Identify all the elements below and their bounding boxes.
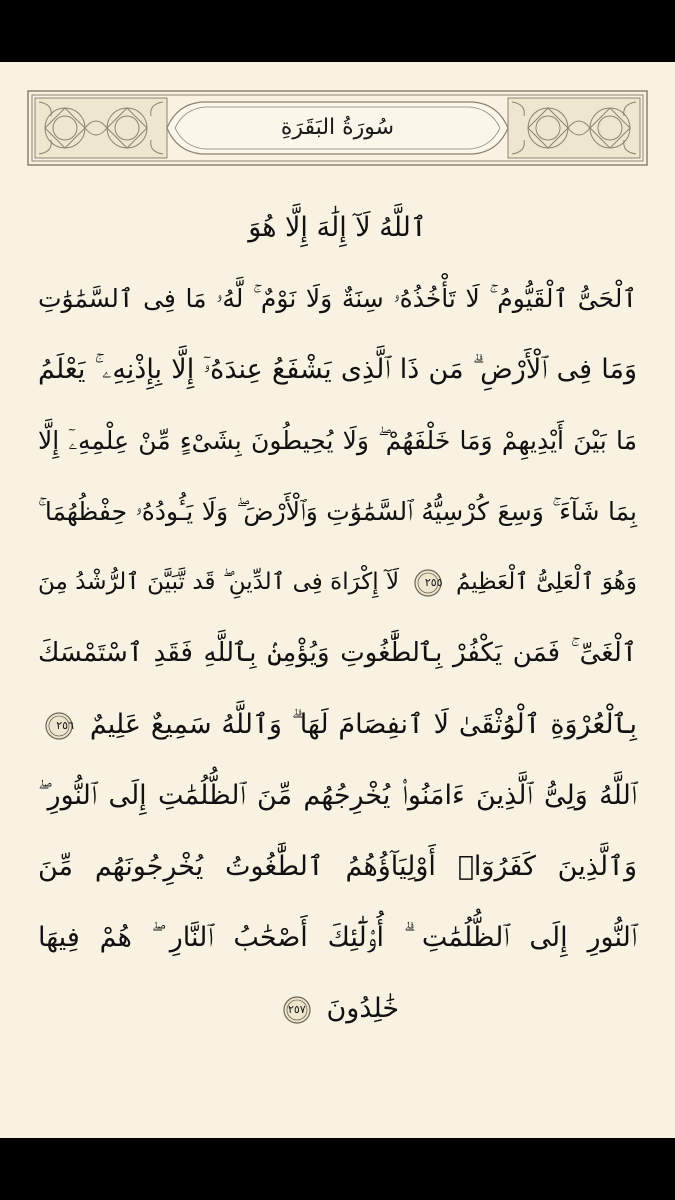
surah-header-frame (27, 90, 648, 166)
ayah-number: ٢٥٦ (56, 718, 74, 732)
ayah-number: ٢٥٧ (287, 1002, 306, 1016)
text-line-12 (38, 973, 637, 1044)
text-line-11 (38, 902, 637, 973)
quran-text (38, 192, 637, 1044)
line-text: وَمَا فِى ٱلْأَرْضِ ۗ مَن ذَا ٱلَّذِى يَشْفَعُ عِندَهُۥٓ إِلَّا بِإِذْنِهِۦ ۚ يَعْلَمُ (38, 354, 637, 385)
line-text: بِٱلْعُرْوَةِ ٱلْوُثْقَىٰ لَا ٱنفِصَامَ لَهَا ۗ وَٱللَّهُ سَمِيعٌ عَلِيمٌ (89, 709, 637, 740)
text-line-7 (38, 618, 637, 689)
text-line-2 (38, 263, 637, 334)
line-text: وَٱلَّذِينَ كَفَرُوٓا۟ أَوْلِيَآؤُهُمُ ٱلطَّٰغُوتُ يُخْرِجُونَهُم مِّنَ (38, 851, 637, 882)
text-line-1 (38, 192, 637, 263)
line-text: مَا بَيْنَ أَيْدِيهِمْ وَمَا خَلْفَهُمْ ۖ وَلَا يُحِيطُونَ بِشَىْءٍ مِّنْ عِلْمِهِۦٓ إِلَّا (38, 426, 637, 455)
surah-title: سُورَةُ البَقَرَةِ (280, 115, 395, 140)
line-text: ٱلْغَىِّ ۚ فَمَن يَكْفُرْ بِٱلطَّٰغُوتِ وَيُؤْمِنۢ بِٱللَّهِ فَقَدِ ٱسْتَمْسَكَ (38, 638, 637, 668)
line-text: خَٰلِدُونَ (326, 993, 400, 1024)
ayah-marker (282, 995, 312, 1025)
text-line-8 (38, 689, 637, 760)
text-line-4 (38, 405, 637, 476)
ayah-marker (44, 711, 74, 741)
text-line-9 (38, 760, 637, 831)
line-text: ٱلْحَىُّ ٱلْقَيُّومُ ۚ لَا تَأْخُذُهُۥ سِنَةٌ وَلَا نَوْمٌ ۚ لَّهُۥ مَا فِى ٱلسَّمَٰوَٰتِ (38, 284, 637, 313)
line-text: وَهُوَ ٱلْعَلِىُّ ٱلْعَظِيمُ (456, 569, 637, 595)
text-line-6 (38, 547, 637, 618)
text-line-5 (38, 476, 637, 547)
ayah-marker (413, 568, 443, 598)
ayah-number: ٢٥٥ (424, 575, 443, 589)
line-text: ٱللَّهُ لَآ إِلَٰهَ إِلَّا هُوَ (248, 212, 427, 243)
text-line-10 (38, 831, 637, 902)
text-line-3 (38, 334, 637, 405)
line-text: ٱللَّهُ وَلِىُّ ٱلَّذِينَ ءَامَنُوا۟ يُخْرِجُهُم مِّنَ ٱلظُّلُمَٰتِ إِلَى ٱلنُّورِ ۖ (38, 780, 637, 811)
line-text: ٱلنُّورِ إِلَى ٱلظُّلُمَٰتِ ۗ أُو۟لَٰٓئِكَ أَصْحَٰبُ ٱلنَّارِ ۖ هُمْ فِيهَا (38, 922, 637, 953)
line-text: لَآ إِكْرَاهَ فِى ٱلدِّينِ ۖ قَد تَّبَيَّنَ ٱلرُّشْدُ مِنَ (38, 569, 400, 595)
line-text: بِمَا شَآءَ ۚ وَسِعَ كُرْسِيُّهُ ٱلسَّمَٰوَٰتِ وَٱلْأَرْضَ ۖ وَلَا يَـُٔودُهُۥ حِفْظُهُمَا ۚ (38, 497, 637, 526)
mushaf-page (0, 62, 675, 1138)
